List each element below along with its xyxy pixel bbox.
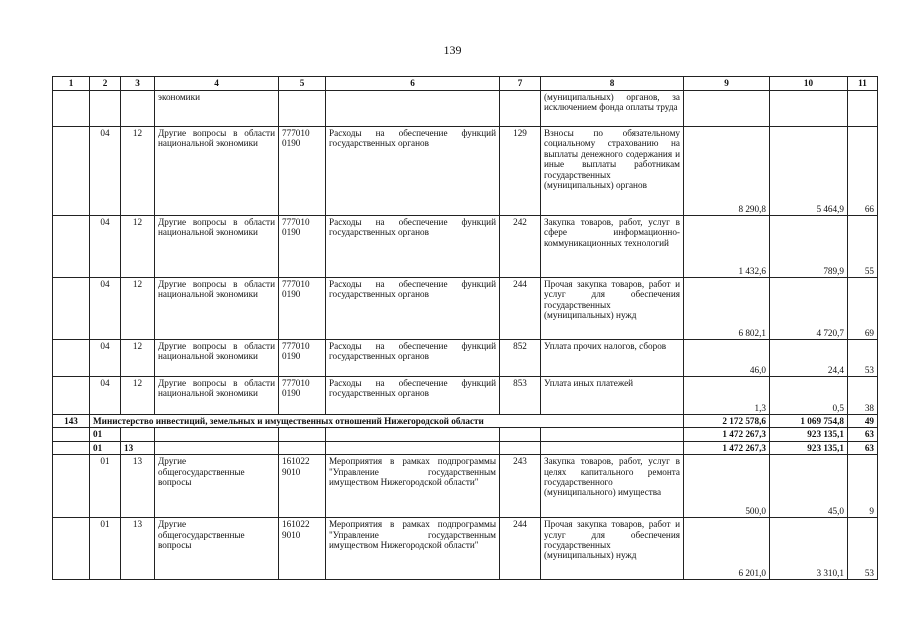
- budget-table: [52, 76, 878, 580]
- cell-percent: 53: [848, 340, 878, 377]
- cell-actual: 0,5: [770, 377, 848, 415]
- header-cell: 5: [279, 77, 326, 91]
- cell-expense-name: [541, 441, 684, 454]
- cell-col3: 13: [121, 455, 155, 518]
- cell-actual: 923 135,1: [770, 441, 848, 454]
- cell-expense-name: Уплата иных платежей: [541, 377, 684, 415]
- cell-col2: 04: [90, 216, 121, 278]
- cell-section-name: Другие вопросы в области национальной экономики: [155, 278, 279, 340]
- cell-expense-code: 129: [500, 127, 541, 216]
- cell-percent: 63: [848, 441, 878, 454]
- cell-percent: 63: [848, 428, 878, 441]
- cell-actual: 45,0: [770, 455, 848, 518]
- cell-col2: [90, 91, 121, 127]
- cell-col3: 12: [121, 127, 155, 216]
- cell-expense-name: Прочая закупка товаров, работ и услуг для обеспечения государственных (муниципальных) нужд: [541, 278, 684, 340]
- cell-expense-name: [541, 428, 684, 441]
- header-cell: 10: [770, 77, 848, 91]
- cell-expense-name: (муниципальных) органов, за исключением фонда оплаты труда: [541, 91, 684, 127]
- cell-col1: [53, 441, 90, 454]
- cell-percent: 38: [848, 377, 878, 415]
- cell-plan: 6 201,0: [684, 518, 770, 580]
- cell-col1: [53, 340, 90, 377]
- cell-percent: 66: [848, 127, 878, 216]
- cell-col1: [53, 455, 90, 518]
- cell-expense-code: 853: [500, 377, 541, 415]
- cell-target-code: [279, 441, 326, 454]
- cell-expense-code: [500, 441, 541, 454]
- cell-expense-name: Взносы по обязательному социальному страхованию на выплаты денежного содержания и иные выплаты работникам государственных (муниципальных) органов: [541, 127, 684, 216]
- cell-plan: [684, 91, 770, 127]
- cell-col1: [53, 377, 90, 415]
- cell-target-name: Расходы на обеспечение функций государственных органов: [326, 278, 500, 340]
- cell-col1: [53, 127, 90, 216]
- cell-section-name: Другие общегосударственные вопросы: [155, 455, 279, 518]
- cell-target-name: Расходы на обеспечение функций государственных органов: [326, 377, 500, 415]
- cell-col2: 01: [90, 518, 121, 580]
- cell-expense-name: Закупка товаров, работ, услуг в сфере информационно-коммуникационных технологий: [541, 216, 684, 278]
- cell-percent: 69: [848, 278, 878, 340]
- cell-actual: 923 135,1: [770, 428, 848, 441]
- page-number: 139: [443, 43, 462, 57]
- cell-plan: 1 472 267,3: [684, 428, 770, 441]
- cell-actual: 5 464,9: [770, 127, 848, 216]
- cell-section-name: Другие вопросы в области национальной экономики: [155, 340, 279, 377]
- header-cell: 7: [500, 77, 541, 91]
- cell-col2: 04: [90, 278, 121, 340]
- cell-col1: [53, 518, 90, 580]
- cell-section-name: [155, 441, 279, 454]
- cell-section-name: Другие вопросы в области национальной экономики: [155, 216, 279, 278]
- cell-col1: [53, 278, 90, 340]
- cell-actual: 4 720,7: [770, 278, 848, 340]
- table-row: [53, 340, 878, 377]
- cell-target-name: Расходы на обеспечение функций государственных органов: [326, 340, 500, 377]
- table-row: [53, 127, 878, 216]
- cell-col3: 12: [121, 278, 155, 340]
- cell-target-code: [279, 428, 326, 441]
- cell-section-name: Другие вопросы в области национальной экономики: [155, 127, 279, 216]
- subsection-row: [53, 441, 878, 454]
- cell-plan: 2 172 578,6: [684, 415, 770, 428]
- cell-expense-name: Закупка товаров, работ, услуг в целях капитального ремонта государственного (муниципального) имущества: [541, 455, 684, 518]
- cell-target-code: 777010 0190: [279, 216, 326, 278]
- cell-actual: 1 069 754,8: [770, 415, 848, 428]
- table-row: [53, 216, 878, 278]
- cell-plan: 1 432,6: [684, 216, 770, 278]
- cell-col3: [121, 428, 155, 441]
- cell-percent: 55: [848, 216, 878, 278]
- cell-col3: [121, 91, 155, 127]
- cell-col3: 13: [121, 518, 155, 580]
- cell-col3: 12: [121, 377, 155, 415]
- header-cell: 2: [90, 77, 121, 91]
- cell-col2: 04: [90, 377, 121, 415]
- table-row: [53, 278, 878, 340]
- cell-col2: 01: [90, 455, 121, 518]
- cell-section-name: Другие вопросы в области национальной экономики: [155, 377, 279, 415]
- cell-target-code: 777010 0190: [279, 127, 326, 216]
- header-cell: 4: [155, 77, 279, 91]
- header-cell: 8: [541, 77, 684, 91]
- header-cell: 6: [326, 77, 500, 91]
- cell-col2: 04: [90, 340, 121, 377]
- table-row: [53, 455, 878, 518]
- cell-target-code: 161022 9010: [279, 455, 326, 518]
- table-row: [53, 377, 878, 415]
- cell-col3: 13: [121, 441, 155, 454]
- cell-expense-code: [500, 428, 541, 441]
- section-row: [53, 428, 878, 441]
- cell-col1: [53, 91, 90, 127]
- cell-col3: 12: [121, 340, 155, 377]
- cell-target-name: [326, 428, 500, 441]
- cell-section-name: [155, 428, 279, 441]
- cell-expense-code: [500, 91, 541, 127]
- cell-expense-code: 244: [500, 518, 541, 580]
- header-row: [53, 77, 878, 91]
- cell-target-code: 777010 0190: [279, 278, 326, 340]
- cell-plan: 8 290,8: [684, 127, 770, 216]
- cell-target-name: Расходы на обеспечение функций государственных органов: [326, 127, 500, 216]
- cell-expense-name: Уплата прочих налогов, сборов: [541, 340, 684, 377]
- cell-plan: 1 472 267,3: [684, 441, 770, 454]
- cell-plan: 1,3: [684, 377, 770, 415]
- header-cell: 1: [53, 77, 90, 91]
- cell-target-name: [326, 441, 500, 454]
- cell-percent: 49: [848, 415, 878, 428]
- cell-col1: [53, 428, 90, 441]
- cell-plan: 6 802,1: [684, 278, 770, 340]
- cell-percent: 9: [848, 455, 878, 518]
- cell-section-name: Другие общегосударственные вопросы: [155, 518, 279, 580]
- ministry-row: [53, 415, 878, 428]
- cell-expense-code: 244: [500, 278, 541, 340]
- cell-plan: 500,0: [684, 455, 770, 518]
- ministry-code: 143: [53, 415, 90, 428]
- cell-col1: [53, 216, 90, 278]
- cell-col2: 01: [90, 441, 121, 454]
- cell-target-code: [279, 91, 326, 127]
- header-cell: 3: [121, 77, 155, 91]
- cell-target-name: [326, 91, 500, 127]
- cell-section-name: экономики: [155, 91, 279, 127]
- cell-target-code: 777010 0190: [279, 340, 326, 377]
- cell-actual: 24,4: [770, 340, 848, 377]
- cell-actual: [770, 91, 848, 127]
- cell-actual: 789,9: [770, 216, 848, 278]
- ministry-name: Министерство инвестиций, земельных и имущественных отношений Нижегородской области: [90, 415, 684, 428]
- cell-col2: 04: [90, 127, 121, 216]
- cell-expense-code: 243: [500, 455, 541, 518]
- header-cell: 11: [848, 77, 878, 91]
- header-cell: 9: [684, 77, 770, 91]
- cell-target-code: 161022 9010: [279, 518, 326, 580]
- cell-plan: 46,0: [684, 340, 770, 377]
- cell-target-name: Мероприятия в рамках подпрограммы "Управление государственным имуществом Нижегородской области": [326, 455, 500, 518]
- cell-percent: 53: [848, 518, 878, 580]
- cell-col2: 01: [90, 428, 121, 441]
- cell-actual: 3 310,1: [770, 518, 848, 580]
- cell-expense-code: 852: [500, 340, 541, 377]
- cell-target-name: Мероприятия в рамках подпрограммы "Управление государственным имуществом Нижегородской области": [326, 518, 500, 580]
- cell-target-name: Расходы на обеспечение функций государственных органов: [326, 216, 500, 278]
- cell-expense-code: 242: [500, 216, 541, 278]
- cell-percent: [848, 91, 878, 127]
- cell-target-code: 777010 0190: [279, 377, 326, 415]
- cell-col3: 12: [121, 216, 155, 278]
- table-row: [53, 518, 878, 580]
- table-row: [53, 91, 878, 127]
- cell-expense-name: Прочая закупка товаров, работ и услуг для обеспечения государственных (муниципальных) нужд: [541, 518, 684, 580]
